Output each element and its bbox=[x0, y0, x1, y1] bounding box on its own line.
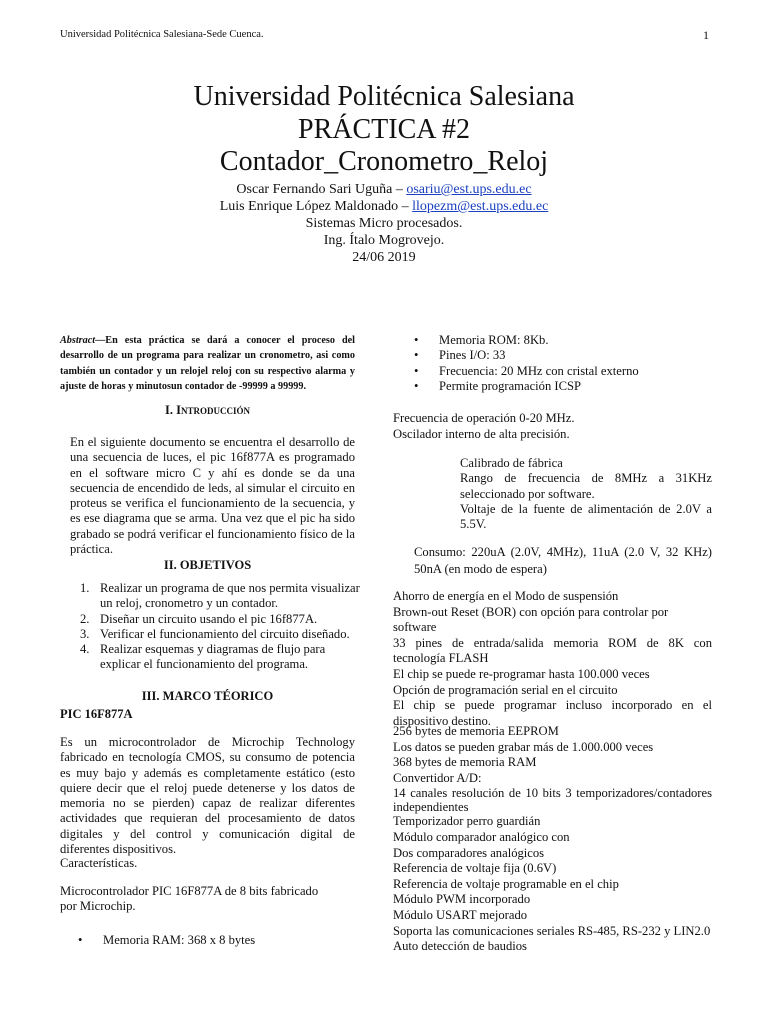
author-1 bbox=[0, 181, 768, 198]
text-line: Auto detección de baudios bbox=[393, 939, 527, 954]
caracteristicas-label: Características. bbox=[60, 856, 138, 870]
text-line: 33 pines de entrada/salida memoria ROM de 8K con tecnología FLASH bbox=[393, 635, 712, 666]
text-line: Frecuencia de operación 0-20 MHz. bbox=[393, 411, 575, 425]
item-text: Verificar el funcionamiento del circuito diseñado. bbox=[100, 626, 350, 641]
text-line: Convertidor A/D: bbox=[393, 770, 482, 785]
list-item: • Memoria RAM: 368 x 8 bytes bbox=[73, 933, 353, 948]
text-line: 256 bytes de memoria EEPROM bbox=[393, 724, 559, 738]
text-line: 368 bytes de memoria RAM bbox=[393, 755, 537, 770]
intro-heading bbox=[60, 403, 355, 418]
frequency-lines bbox=[393, 411, 574, 442]
text-line: Soporta las comunicaciones seriales RS-485, RS-232 y LIN2.0 bbox=[393, 923, 711, 938]
text-line: Los datos se pueden grabar más de 1.000.000 veces bbox=[393, 739, 654, 754]
text-line: Referencia de voltaje programable en el chip bbox=[393, 876, 619, 891]
features-block-2 bbox=[393, 724, 712, 955]
university-title: Universidad Politécnica Salesiana bbox=[193, 81, 575, 112]
text-line: Oscilador interno de alta precisión. bbox=[393, 426, 570, 441]
intro-paragraph: En el siguiente documento se encuentra el desarrollo de una secuencia de luces, el pic 16f877A es programado en el software micro C y ahí es donde se da una secuencia de encendido de leds, al simular el circuito en proteus se verifica el funcionamiento de la secuencia, y es ese diagrama que se arma. Una vez que el pic ha sido grabado se podrá verificar el funcionamiento físico de la práctica. bbox=[70, 435, 355, 557]
author-email-link[interactable]: llopezm@est.ups.edu.ec bbox=[412, 199, 549, 214]
text-line: Temporizador perro guardián bbox=[393, 814, 541, 829]
abstract-text: —En esta práctica se dará a conocer el proceso del desarrollo de un programa para realizar un cronometro, asi como también un contador y un relojel reloj con su respectivo alarma y ajuste de horas y minutosun contador de -99999 a 99999. bbox=[60, 335, 355, 393]
text-line: Opción de programación serial en el circuito bbox=[393, 682, 618, 697]
list-item: 4. Realizar esquemas y diagramas de flujo para explicar el funcionamiento del programa. bbox=[80, 642, 326, 672]
text-line: Módulo USART mejorado bbox=[393, 907, 528, 922]
course: Sistemas Micro procesados. bbox=[305, 216, 463, 231]
consumo: Consumo: 220uA (2.0V, 4MHz), 11uA (2.0 V, 32 KHz) 50nA (en modo de espera) bbox=[414, 545, 712, 576]
date: 24/06 2019 bbox=[352, 250, 416, 265]
specs-list bbox=[409, 333, 709, 394]
author-email-link[interactable]: osariu@est.ups.edu.ec bbox=[406, 182, 532, 197]
abstract-label: Abstract bbox=[60, 335, 96, 346]
list-item: • Frecuencia: 20 MHz con cristal externo bbox=[409, 364, 709, 379]
page-number: 1 bbox=[703, 28, 709, 42]
features-block-1 bbox=[393, 589, 712, 729]
text-line: Brown-out Reset (BOR) con opción para controlar por software bbox=[393, 604, 669, 635]
heading-text: Introducción bbox=[176, 403, 250, 417]
list-item: • Memoria ROM: 8Kb. bbox=[409, 333, 709, 348]
pic-subheading: PIC 16F877A bbox=[60, 707, 133, 721]
item-text: Realizar un programa de que nos permita visualizar un reloj, cronometro y un contador. bbox=[100, 581, 360, 611]
micro-description: Microcontrolador PIC 16F877A de 8 bits fabricado por Microchip. bbox=[60, 884, 319, 914]
list-item: • Pines I/O: 33 bbox=[409, 348, 709, 363]
practice-title: PRÁCTICA #2 bbox=[298, 114, 470, 145]
text-line: Módulo comparador analógico con bbox=[393, 829, 570, 844]
project-title: Contador_Cronometro_Reloj bbox=[219, 146, 549, 177]
text-line: Dos comparadores analógicos bbox=[393, 845, 545, 860]
text-line: 14 canales resolución de 10 bits 3 temporizadores/contadores independientes bbox=[393, 786, 712, 815]
pic-description: Es un microcontrolador de Microchip Technology fabricado en tecnología CMOS, su consumo de potencia es muy bajo y además es completamente estático (esto quiere decir que el reloj puede detenerse y los datos de memoria no se pierden) capaz de realizar diferentes actividades que requieran del procesamiento de datos digitales y del control y comunicación digital de diferentes dispositivos. bbox=[60, 735, 355, 857]
list-item: 3. Verificar el funcionamiento del circuito diseñado. bbox=[80, 626, 350, 641]
abstract bbox=[60, 333, 355, 395]
heading-number: I. bbox=[165, 403, 177, 417]
author-name: Oscar Fernando Sari Uguña – bbox=[236, 182, 407, 197]
oscillator-block bbox=[460, 456, 712, 532]
text-line: Ahorro de energía en el Modo de suspensión bbox=[393, 589, 619, 603]
text-line: El chip se puede programar incluso incorporado en el dispositivo destino. bbox=[393, 698, 712, 728]
author-name: Luis Enrique López Maldonado – bbox=[219, 199, 413, 214]
text-line: Referencia de voltaje fija (0.6V) bbox=[393, 861, 557, 876]
objetivos-list bbox=[76, 581, 361, 673]
list-item: 2. Diseñar un circuito usando el pic 16f877A. bbox=[80, 611, 318, 626]
text-line: Calibrado de fábrica bbox=[460, 456, 563, 470]
text-line: El chip se puede re-programar hasta 100.000 veces bbox=[393, 666, 650, 681]
ram-bullet bbox=[73, 933, 353, 948]
text-line: Rango de frecuencia de 8MHz a 31KHz seleccionado por software. bbox=[460, 471, 712, 501]
objetivos-heading: II. OBJETIVOS bbox=[163, 558, 252, 572]
teacher: Ing. Ítalo Mogrovejo. bbox=[323, 233, 445, 248]
list-item: 1. Realizar un programa de que nos permita visualizar un reloj, cronometro y un contador. bbox=[80, 581, 360, 611]
text-line: Voltaje de la fuente de alimentación de 2.0V a 5.5V. bbox=[460, 501, 712, 532]
text-line: Módulo PWM incorporado bbox=[393, 892, 531, 907]
marco-heading: III. MARCO TÉORICO bbox=[141, 689, 274, 703]
item-text: Realizar esquemas y diagramas de flujo para explicar el funcionamiento del programa. bbox=[100, 642, 326, 672]
running-header: Universidad Politécnica Salesiana-Sede Cuenca. bbox=[60, 29, 264, 40]
author-2 bbox=[0, 198, 768, 215]
list-item: • Permite programación ICSP bbox=[409, 379, 709, 394]
item-text: Diseñar un circuito usando el pic 16f877A. bbox=[100, 611, 318, 626]
